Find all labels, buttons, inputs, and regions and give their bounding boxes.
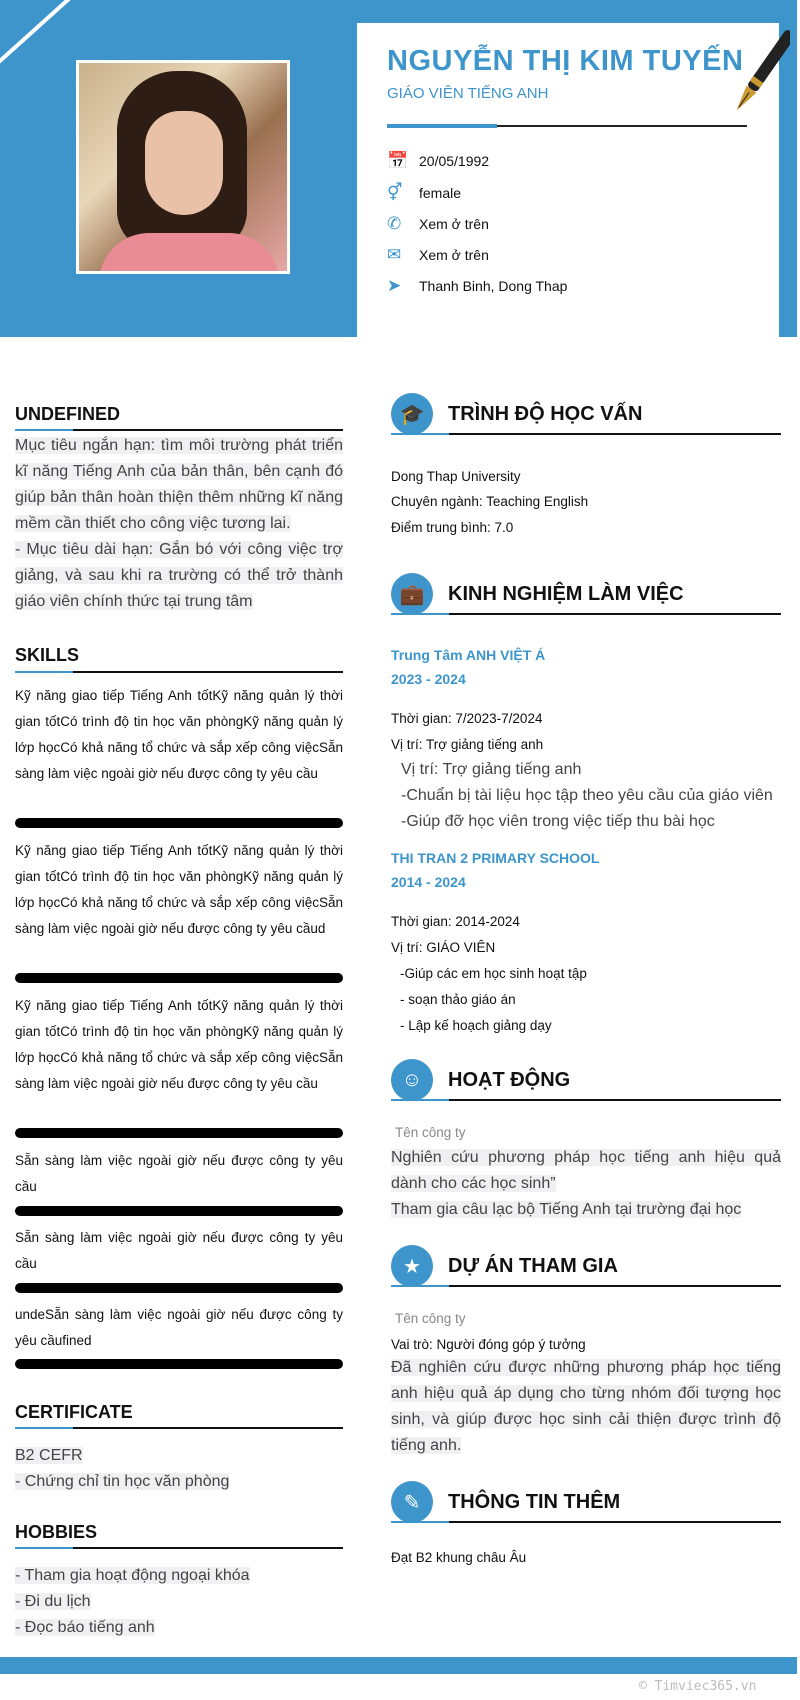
- job-details: [401, 757, 781, 835]
- job-time: Thời gian: 2014-2024: [391, 914, 520, 929]
- pencil-icon: ✎: [391, 1481, 433, 1523]
- calendar-icon: 📅: [387, 151, 409, 170]
- phone-icon: ✆: [387, 214, 402, 233]
- education-major: Chuyên ngành: Teaching English: [391, 494, 589, 509]
- education-underline-accent: [391, 433, 449, 435]
- projects-title: DỰ ÁN THAM GIA: [448, 1255, 618, 1277]
- hobbies-underline-accent: [15, 1547, 73, 1549]
- additional-underline-accent: [391, 1521, 449, 1523]
- skill-level-bar: [15, 1128, 343, 1138]
- education-school: Dong Thap University: [391, 469, 521, 484]
- skill-level-bar: [15, 1283, 343, 1293]
- objective-text: [15, 433, 343, 615]
- contact-gender: [387, 182, 461, 204]
- experience-underline-accent: [391, 613, 449, 615]
- candidate-name: NGUYỄN THỊ KIM TUYẾN: [387, 45, 744, 77]
- skill-description: Kỹ năng giao tiếp Tiếng Anh tốtKỹ năng quản lý thời gian tốtCó trình độ tin học văn phòngKỹ năng quản lý lớp họcCó khả năng tổ chức và sắp xếp công việcSẵn sàng làm việc ngoài giờ nếu được công ty yêu cầu: [15, 688, 343, 781]
- skill-level-bar: [15, 1359, 343, 1369]
- contact-dob-value: 20/05/1992: [419, 153, 490, 169]
- job-title: GIÁO VIÊN TIẾNG ANH: [387, 85, 549, 102]
- hobbies-title: HOBBIES: [15, 1522, 98, 1542]
- contact-phone: [387, 213, 489, 235]
- contact-email-value: Xem ở trên: [419, 247, 489, 263]
- contact-gender-value: female: [419, 185, 462, 201]
- certificate-item: - Chứng chỉ tin học văn phòng: [15, 1473, 230, 1490]
- education-title: TRÌNH ĐỘ HỌC VẤN: [448, 403, 643, 425]
- projects-company: Tên công ty: [395, 1311, 466, 1326]
- activities-company: Tên công ty: [395, 1125, 466, 1140]
- projects-description-text: Đã nghiên cứu được những phương pháp học tiếng anh hiệu quả áp dụng cho từng nhóm đối tượng học sinh, và giúp được học sinh cải thiện được trình độ tiếng anh.: [391, 1359, 781, 1454]
- briefcase-icon: 💼: [391, 573, 433, 615]
- education-underline: [391, 433, 781, 435]
- projects-description: [391, 1355, 781, 1459]
- objective-line: - Mục tiêu dài hạn: Gắn bó với công việc trợ giảng, và sau khi ra trường có thể trở thành giáo viên chính thức tại trung tâm: [15, 541, 343, 610]
- job-detail-line: -Giúp đỡ học viên trong việc tiếp thu bài học: [401, 813, 715, 830]
- objective-title: UNDEFINED: [15, 404, 121, 424]
- skills-underline-accent: [15, 671, 73, 673]
- certificate-title: CERTIFICATE: [15, 1402, 133, 1422]
- name-underline-accent: [387, 124, 497, 128]
- certificate-underline-accent: [15, 1427, 73, 1429]
- gender-icon: ⚥: [387, 183, 403, 202]
- skill-description: Kỹ năng giao tiếp Tiếng Anh tốtKỹ năng quản lý thời gian tốtCó trình độ tin học văn phòngKỹ năng quản lý lớp họcCó khả năng tổ chức và sắp xếp công việcSẵn sàng làm việc ngoài giờ nếu được công ty yêu cầud: [15, 843, 343, 936]
- experience-underline: [391, 613, 781, 615]
- activity-line: Tham gia câu lạc bộ Tiếng Anh tại trường đại học: [391, 1201, 742, 1218]
- job-detail-line: - Lập kế hoạch giảng dạy: [400, 1018, 552, 1033]
- hobbies-list: [15, 1563, 343, 1641]
- activities-underline-accent: [391, 1099, 449, 1101]
- certificate-item: B2 CEFR: [15, 1447, 83, 1464]
- job-company: THI TRAN 2 PRIMARY SCHOOL: [391, 850, 600, 866]
- certificate-list: [15, 1443, 343, 1495]
- projects-role: Vai trò: Người đóng góp ý tưởng: [391, 1337, 586, 1352]
- hobby-item: - Tham gia hoạt động ngoại khóa: [15, 1567, 250, 1584]
- profile-photo: [76, 60, 290, 274]
- location-icon: ➤: [387, 276, 402, 295]
- job-detail-line: -Chuẩn bị tài liệu học tập theo yêu cầu của giáo viên: [401, 787, 773, 804]
- job-position: Vị trí: GIÁO VIÊN: [391, 940, 496, 955]
- skill-level-bar: [15, 973, 343, 983]
- job-position: Vị trí: Trợ giảng tiếng anh: [391, 737, 544, 752]
- activities-title: HOẠT ĐỘNG: [448, 1069, 571, 1091]
- hobby-item: - Đọc báo tiếng anh: [15, 1619, 155, 1636]
- job-years: 2023 - 2024: [391, 671, 466, 687]
- experience-title: KINH NGHIỆM LÀM VIỆC: [448, 583, 684, 605]
- skill-description: Sẵn sàng làm việc ngoài giờ nếu được công ty yêu cầu: [15, 1153, 343, 1194]
- job-years: 2014 - 2024: [391, 874, 466, 890]
- skills-title: SKILLS: [15, 645, 80, 665]
- additional-underline: [391, 1521, 781, 1523]
- skill-description: Sẵn sàng làm việc ngoài giờ nếu được công ty yêu cầu: [15, 1230, 343, 1271]
- additional-title: THÔNG TIN THÊM: [448, 1491, 621, 1513]
- job-detail-line: -Giúp các em học sinh hoạt tập: [400, 966, 587, 981]
- additional-text: Đạt B2 khung châu Âu: [391, 1550, 527, 1565]
- skill-level-bar: [15, 818, 343, 828]
- objective-line: Mục tiêu ngắn hạn: tìm môi trường phát triển kĩ năng Tiếng Anh của bản thân, bên cạnh đó giúp bản thân hoàn thiện thêm những kĩ năng mềm cần thiết cho công việc tương lai.: [15, 437, 343, 532]
- graduation-cap-icon: 🎓: [391, 393, 433, 435]
- skill-description: Kỹ năng giao tiếp Tiếng Anh tốtKỹ năng quản lý thời gian tốtCó trình độ tin học văn phòngKỹ năng quản lý lớp họcCó khả năng tổ chức và sắp xếp công việcSẵn sàng làm việc ngoài giờ nếu được công ty yêu cầu: [15, 998, 343, 1091]
- activities-underline: [391, 1099, 781, 1101]
- job-time: Thời gian: 7/2023-7/2024: [391, 711, 543, 726]
- projects-underline: [391, 1285, 781, 1287]
- activity-line: Nghiên cứu phương pháp học tiếng anh hiệu quả dành cho các học sinh”: [391, 1149, 781, 1192]
- contact-dob: [387, 150, 489, 172]
- hobby-item: - Đi du lịch: [15, 1593, 91, 1610]
- skill-description: undeSẵn sàng làm việc ngoài giờ nếu được công ty yêu cầufined: [15, 1307, 343, 1348]
- activities-text: [391, 1145, 781, 1223]
- watermark: © Timviec365.vn: [639, 1679, 757, 1694]
- contact-email: [387, 244, 489, 266]
- education-gpa: Điểm trung bình: 7.0: [391, 520, 514, 535]
- objective-underline-accent: [15, 429, 73, 431]
- job-company: Trung Tâm ANH VIỆT Á: [391, 647, 546, 663]
- projects-underline-accent: [391, 1285, 449, 1287]
- footer-bar: [0, 1657, 797, 1674]
- skill-level-bar: [15, 1206, 343, 1216]
- job-detail-line: Vị trí: Trợ giảng tiếng anh: [401, 761, 582, 778]
- fountain-pen-icon: [730, 22, 790, 132]
- email-icon: ✉: [387, 245, 402, 264]
- job-detail-line: - soạn thảo giáo án: [400, 992, 516, 1007]
- contact-address: [387, 275, 567, 297]
- contact-phone-value: Xem ở trên: [419, 216, 489, 232]
- person-icon: ☺: [391, 1059, 433, 1101]
- contact-address-value: Thanh Binh, Dong Thap: [419, 278, 568, 294]
- star-icon: ★: [391, 1245, 433, 1287]
